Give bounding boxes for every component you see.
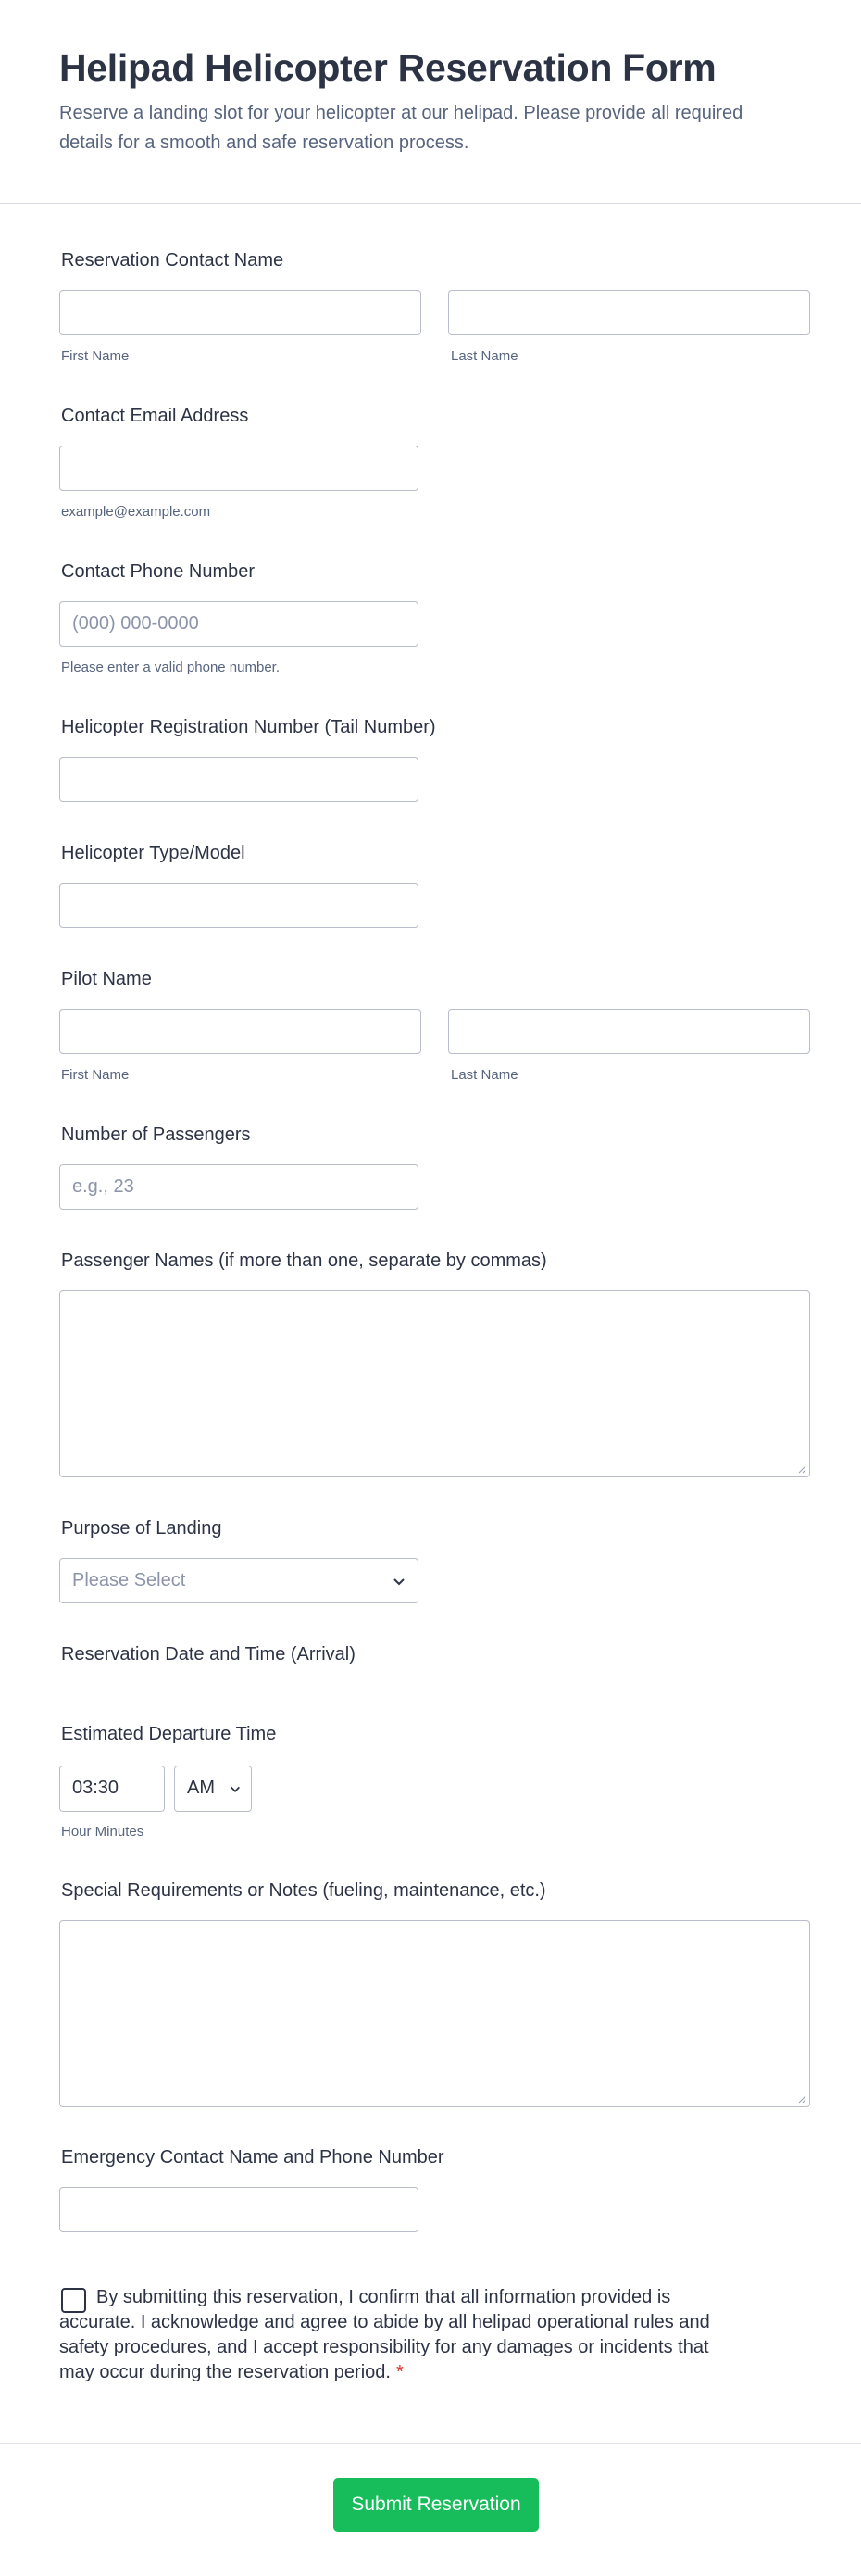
pilot-first-name-sublabel: First Name	[61, 1067, 130, 1083]
passengers-label: Number of Passengers	[61, 1125, 251, 1145]
purpose-select[interactable]	[59, 1558, 418, 1603]
purpose-selected-value: Please Select	[72, 1570, 186, 1590]
page-title: Helipad Helicopter Reservation Form	[59, 46, 717, 89]
passengers-input[interactable]: e.g., 23	[59, 1164, 418, 1210]
passenger-names-label: Passenger Names (if more than one, separate by commas)	[61, 1250, 547, 1271]
form-header	[0, 0, 861, 204]
resize-grip-icon[interactable]	[797, 1464, 806, 1474]
departure-ampm-select[interactable]	[174, 1766, 252, 1812]
phone-sublabel: Please enter a valid phone number.	[61, 660, 280, 675]
special-requirements-textarea[interactable]	[59, 1920, 810, 2107]
contact-first-name-sublabel: First Name	[61, 348, 130, 364]
resize-grip-icon[interactable]	[797, 2094, 806, 2104]
contact-name-label: Reservation Contact Name	[61, 250, 284, 270]
pilot-name-label: Pilot Name	[61, 969, 152, 989]
helicopter-type-input[interactable]	[59, 883, 418, 928]
consent-text	[59, 2285, 726, 2385]
departure-sublabel: Hour Minutes	[61, 1824, 144, 1840]
arrival-label: Reservation Date and Time (Arrival)	[61, 1644, 356, 1665]
emergency-contact-label: Emergency Contact Name and Phone Number	[61, 2147, 444, 2168]
footer-divider	[0, 2443, 861, 2444]
contact-last-name-input[interactable]	[448, 290, 810, 335]
purpose-label: Purpose of Landing	[61, 1518, 222, 1539]
chevron-down-icon	[392, 1577, 406, 1587]
tail-number-label: Helicopter Registration Number (Tail Number)	[61, 717, 436, 737]
departure-ampm-value: AM	[187, 1778, 215, 1798]
email-label: Contact Email Address	[61, 406, 249, 426]
contact-last-name-sublabel: Last Name	[451, 348, 518, 364]
pilot-last-name-input[interactable]	[448, 1009, 810, 1054]
required-asterisk: *	[395, 2362, 404, 2382]
emergency-contact-input[interactable]	[59, 2187, 418, 2232]
phone-label: Contact Phone Number	[61, 561, 256, 582]
departure-label: Estimated Departure Time	[61, 1724, 277, 1744]
pilot-first-name-input[interactable]	[59, 1009, 421, 1054]
submit-button[interactable]: Submit Reservation	[333, 2478, 539, 2532]
special-requirements-label: Special Requirements or Notes (fueling, maintenance, etc.)	[61, 1880, 546, 1901]
email-sublabel: example@example.com	[61, 504, 211, 520]
pilot-last-name-sublabel: Last Name	[451, 1067, 518, 1083]
passenger-names-textarea[interactable]	[59, 1290, 810, 1477]
chevron-down-icon	[229, 1785, 242, 1794]
helicopter-type-label: Helicopter Type/Model	[61, 843, 245, 863]
consent-text-body: By submitting this reservation, I confirm that all information provided is accurate. I acknowledge and agree to abide by all helipad operational rules and safety procedures, and I accept responsibility for any damages or incidents that may occur during the reservation period.	[59, 2287, 710, 2382]
email-input[interactable]	[59, 446, 418, 491]
phone-input[interactable]: (000) 000-0000	[59, 601, 418, 647]
contact-first-name-input[interactable]	[59, 290, 421, 335]
departure-time-input[interactable]: 03:30	[59, 1766, 165, 1812]
page-subtitle: Reserve a landing slot for your helicopter at our helipad. Please provide all required details for a smooth and safe reservation process.	[59, 103, 743, 153]
tail-number-input[interactable]	[59, 757, 418, 802]
